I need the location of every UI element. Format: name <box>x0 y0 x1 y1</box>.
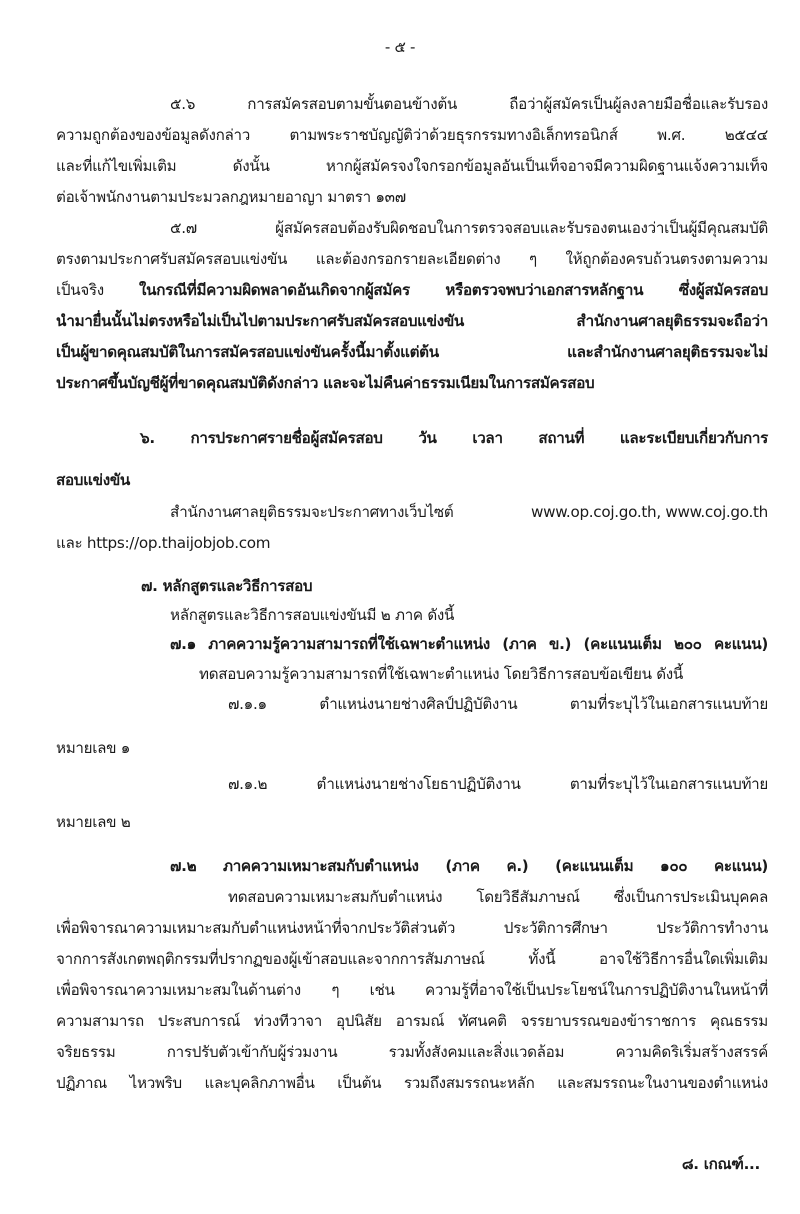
section-5-7-line-3 <box>56 280 768 300</box>
section-7-heading: ๗. หลักสูตรและวิธีการสอบ <box>141 577 313 595</box>
section-5-7-bold-line-1: นำมายื่นนั้นไม่ตรงหรือไม่เป็นไปตามประกาศรับสมัครสอบแข่งขัน สำนักงานศาลยุติธรรมจะถือว่า <box>56 312 768 330</box>
page-number: - ๕ - <box>384 38 416 56</box>
section-5-7-line-3-normal: เป็นจริง <box>56 281 104 299</box>
section-7-1-1-item: ๗.๑.๑ ตำแหน่งนายช่างศิลป์ปฏิบัติงาน ตามที่ระบุไว้ในเอกสารแนบท้าย <box>228 695 768 713</box>
section-7-2-line-5: ความสามารถ ประสบการณ์ ท่วงทีวาจา อุปนิสัย อารมณ์ ทัศนคติ จรรยาบรรณของข้าราชการ คุณธรรม <box>56 1012 768 1030</box>
section-7-2-line-1: ทดสอบความเหมาะสมกับตำแหน่ง โดยวิธีสัมภาษณ์ ซึ่งเป็นการประเมินบุคคล <box>228 888 768 906</box>
section-7-2-line-6: จริยธรรม การปรับตัวเข้ากับผู้ร่วมงาน รวมทั้งสังคมและสิ่งแวดล้อม ความคิดริเริ่มสร้างสรรค์ <box>56 1043 768 1061</box>
section-7-2-line-4: เพื่อพิจารณาความเหมาะสมในด้านต่าง ๆ เช่น ความรู้ที่อาจใช้เป็นประโยชน์ในการปฏิบัติงานในหน้าที่ <box>56 981 768 999</box>
section-7-2-line-7: ปฏิภาณ ไหวพริบ และบุคลิกภาพอื่น เป็นต้น รวมถึงสมรรถนะหลัก และสมรรถนะในงานของตำแหน่ง <box>56 1074 768 1092</box>
section-7-1-1-cont: หมายเลข ๑ <box>56 739 131 757</box>
section-5-6-line-2: ความถูกต้องของข้อมูลดังกล่าว ตามพระราชบัญญัติว่าด้วยธุรกรรมทางอิเล็กทรอนิกส์ พ.ศ. ๒๕๔๔ <box>56 126 768 144</box>
section-6-heading-line-2: สอบแข่งขัน <box>56 471 130 489</box>
section-5-6-line-1: ๕.๖ การสมัครสอบตามขั้นตอนข้างต้น ถือว่าผู้สมัครเป็นผู้ลงลายมือชื่อและรับรอง <box>170 95 768 113</box>
section-5-7-line-2: ตรงตามประกาศรับสมัครสอบแข่งขัน และต้องกรอกรายละเอียดต่าง ๆ ให้ถูกต้องครบถ้วนตรงตามความ <box>56 250 768 268</box>
section-7-2-line-3: จากการสังเกตพฤติกรรมที่ปรากฏของผู้เข้าสอบและจากการสัมภาษณ์ ทั้งนี้ อาจใช้วิธีการอื่นใดเพิ่มเติม <box>56 950 768 968</box>
continuation-marker: ๘. เกณฑ์... <box>681 1155 760 1173</box>
section-5-7-bold-line-3: ประกาศขึ้นบัญชีผู้ที่ขาดคุณสมบัติดังกล่าว และจะไม่คืนค่าธรรมเนียมในการสมัครสอบ <box>56 374 595 392</box>
section-7-1-2-item: ๗.๑.๒ ตำแหน่งนายช่างโยธาปฏิบัติงาน ตามที่ระบุไว้ในเอกสารแนบท้าย <box>228 775 768 793</box>
section-5-7-line-3-bold: ในกรณีที่มีความผิดพลาดอันเกิดจากผู้สมัคร หรือตรวจพบว่าเอกสารหลักฐาน ซึ่งผู้สมัครสอบ <box>139 281 769 299</box>
section-7-1-desc: ทดสอบความรู้ความสามารถที่ใช้เฉพาะตำแหน่ง โดยวิธีการสอบข้อเขียน ดังนี้ <box>199 665 683 683</box>
section-6-thaijobjob-link[interactable]: https://op.thaijobjob.com <box>86 534 271 552</box>
section-5-7-bold-line-2: เป็นผู้ขาดคุณสมบัติในการสมัครสอบแข่งขันครั้งนี้มาตั้งแต่ต้น และสำนักงานศาลยุติธรรมจะไม่ <box>56 343 768 361</box>
section-6-heading-line-1: ๖. การประกาศรายชื่อผู้สมัครสอบ วัน เวลา สถานที่ และระเบียบเกี่ยวกับการ <box>140 429 768 447</box>
section-6-website-links[interactable]: www.op.coj.go.th, www.coj.go.th <box>530 503 768 521</box>
section-5-6-line-3: และที่แก้ไขเพิ่มเติม ดังนั้น หากผู้สมัครจงใจกรอกข้อมูลอันเป็นเท็จอาจมีความผิดฐานแจ้งความเท็จ <box>56 157 768 175</box>
section-7-1-2-cont: หมายเลข ๒ <box>56 813 131 831</box>
section-7-1-heading: ๗.๑ ภาคความรู้ความสามารถที่ใช้เฉพาะตำแหน่ง (ภาค ข.) (คะแนนเต็ม ๒๐๐ คะแนน) <box>170 635 768 653</box>
section-6-body-text: สำนักงานศาลยุติธรรมจะประกาศทางเว็บไซต์ <box>170 503 454 521</box>
section-6-and: และ <box>56 534 83 552</box>
section-7-2-heading: ๗.๒ ภาคความเหมาะสมกับตำแหน่ง (ภาค ค.) (คะแนนเต็ม ๑๐๐ คะแนน) <box>170 857 768 875</box>
section-7-2-line-2: เพื่อพิจารณาความเหมาะสมกับตำแหน่งหน้าที่จากประวัติส่วนตัว ประวัติการศึกษา ประวัติการทำงาน <box>56 919 768 937</box>
section-5-7-line-1: ๕.๗ ผู้สมัครสอบต้องรับผิดชอบในการตรวจสอบและรับรองตนเองว่าเป็นผู้มีคุณสมบัติ <box>170 219 768 237</box>
section-7-intro: หลักสูตรและวิธีการสอบแข่งขันมี ๒ ภาค ดังนี้ <box>170 606 455 624</box>
section-5-6-line-4: ต่อเจ้าพนักงานตามประมวลกฎหมายอาญา มาตรา ๑๓๗ <box>56 188 406 206</box>
section-6-body-line-2 <box>56 533 270 553</box>
